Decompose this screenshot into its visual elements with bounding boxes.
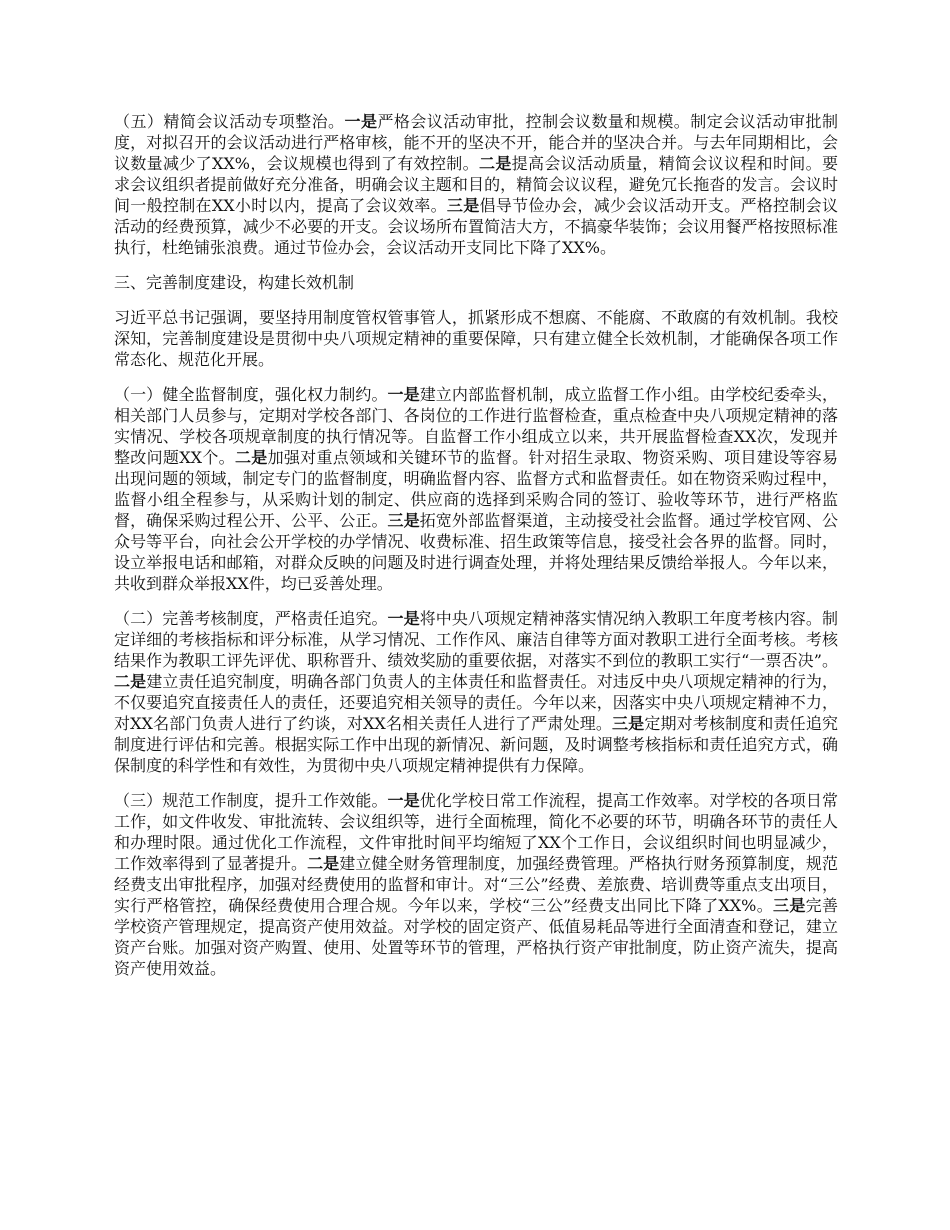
paragraph-text: 将中央八项规定精神落实情况纳入教职工年度考核内容。制定详细的考核指标和评分标准，从学习情况、工作作风、廉洁自律等方面对教职工进行全面考核。考核结果作为教职工评先评优、职称晋升、绩效奖励的重要依据，对落实不到位的教职工实行“一票否决”。 bbox=[114, 609, 838, 670]
paragraph-text: 定期对考核制度和责任追究制度进行评估和完善。根据实际工作中出现的新情况、新问题，及时调整考核指标和责任追究方式，确保制度的科学性和有效性，为贯彻中央八项规定精神提供有力保障。 bbox=[114, 714, 838, 775]
paragraph-assessment-system bbox=[114, 608, 838, 776]
paragraph-text: 优化学校日常工作流程，提高工作效率。对学校的各项日常工作，如文件收发、审批流转、会议组织等，进行全面梳理，简化不必要的环节，明确各环节的责任人和办理时限。通过优化工作流程，文件审批时间平均缩短了XX个工作日，会议组织时间也明显减少，工作效率得到了显著提升。 bbox=[114, 791, 838, 873]
paragraph-text: 建立内部监督机制，成立监督工作小组。由学校纪委牵头，相关部门人员参与，定期对学校各部门、各岗位的工作进行监督检查，重点检查中央八项规定精神的落实情况、学校各项规章制度的执行情况等。自监督工作小组成立以来，共开展监督检查XX次，发现并整改问题XX个。 bbox=[114, 385, 838, 467]
section-heading-institution-building bbox=[114, 272, 838, 293]
paragraph-text: 建立健全财务管理制度，加强经费管理。严格执行财务预算制度，规范经费支出审批程序，加强对经费使用的监督和审计。对“三公”经费、差旅费、培训费等重点支出项目，实行严格管控，确保经费使用合理合规。今年以来，学校“三公”经费支出同比下降了XX%。 bbox=[114, 854, 838, 915]
paragraph-text: 拓宽外部监督渠道，主动接受社会监督。通过学校官网、公众号等平台，向社会公开学校的办学情况、收费标准、招生政策等信息，接受社会各界的监督。同时，设立举报电话和邮箱，对群众反映的问题及时进行调查处理，并将处理结果反馈给举报人。今年以来，共收到群众举报XX件，均已妥善处理。 bbox=[114, 511, 838, 593]
paragraph-supervision-system bbox=[114, 384, 838, 594]
document-page bbox=[114, 111, 838, 993]
paragraph-text: （二）完善考核制度，严格责任追究。 bbox=[114, 609, 388, 628]
paragraph-text: 加强对重点领域和关键环节的监督。针对招生录取、物资采购、项目建设等容易出现问题的领域，制定专门的监督制度，明确监督内容、监督方式和监督责任。如在物资采购过程中，监督小组全程参与，从采购计划的制定、供应商的选择到采购合同的签订、验收等环节，进行严格监督，确保采购过程公开、公平、公正。 bbox=[114, 448, 838, 530]
paragraph-text: 提高会议活动质量，精简会议议程和时间。要求会议组织者提前做好充分准备，明确会议主题和目的，精简会议议程，避免冗长拖沓的发言。会议时间一般控制在XX小时以内，提高了会议效率。 bbox=[114, 154, 838, 215]
emphasis-marker: 二是 bbox=[307, 854, 340, 873]
paragraph-text: 建立责任追究制度，明确各部门负责人的主体责任和监督责任。对违反中央八项规定精神的行为，不仅要追究直接责任人的责任，还要追究相关领导的责任。今年以来，因落实中央八项规定精神不力，对XX名部门负责人进行了约谈，对XX名相关责任人进行了严肃处理。 bbox=[114, 672, 838, 733]
emphasis-marker: 一是 bbox=[387, 385, 420, 404]
emphasis-marker: 二是 bbox=[478, 154, 512, 173]
paragraph-text: （五）精简会议活动专项整治。 bbox=[114, 112, 345, 131]
emphasis-marker: 一是 bbox=[387, 791, 420, 810]
paragraph-text: （一）健全监督制度，强化权力制约。 bbox=[114, 385, 388, 404]
paragraph-text: 习近平总书记强调，要坚持用制度管权管事管人，抓紧形成不想腐、不能腐、不敢腐的有效机制。我校深知，完善制度建设是贯彻中央八项规定精神的重要保障，只有建立健全长效机制，才能确保各项工作常态化、规范化开展。 bbox=[114, 308, 838, 369]
emphasis-marker: 一是 bbox=[344, 112, 378, 131]
emphasis-marker: 二是 bbox=[114, 672, 147, 691]
paragraph-text: （三）规范工作制度，提升工作效能。 bbox=[114, 791, 388, 810]
emphasis-marker: 二是 bbox=[234, 448, 268, 467]
emphasis-marker: 一是 bbox=[387, 609, 420, 628]
emphasis-marker: 三是 bbox=[387, 511, 420, 530]
emphasis-marker: 三是 bbox=[446, 196, 480, 215]
emphasis-marker: 三是 bbox=[773, 896, 806, 915]
paragraph-text: 倡导节俭办会，减少会议活动开支。严格控制会议活动的经费预算，减少不必要的开支。会议场所布置简洁大方，不搞豪华装饰；会议用餐严格按照标准执行，杜绝铺张浪费。通过节俭办会，会议活动开支同比下降了XX%。 bbox=[114, 196, 838, 257]
paragraph-text: 严格会议活动审批，控制会议数量和规模。制定会议活动审批制度，对拟召开的会议活动进行严格审核，能不开的坚决不开，能合并的坚决合并。与去年同期相比，会议数量减少了XX%，会议规模也得到了有效控制。 bbox=[114, 112, 838, 173]
paragraph-section-intro bbox=[114, 307, 838, 370]
emphasis-marker: 三是 bbox=[612, 714, 645, 733]
paragraph-meeting-streamlining bbox=[114, 111, 838, 258]
paragraph-text: 三、完善制度建设，构建长效机制 bbox=[114, 273, 355, 292]
paragraph-text: 完善学校资产管理规定，提高资产使用效益。对学校的固定资产、低值易耗品等进行全面清查和登记，建立资产台账。加强对资产购置、使用、处置等环节的管理，严格执行资产审批制度，防止资产流失，提高资产使用效益。 bbox=[114, 896, 838, 978]
paragraph-work-system bbox=[114, 790, 838, 979]
